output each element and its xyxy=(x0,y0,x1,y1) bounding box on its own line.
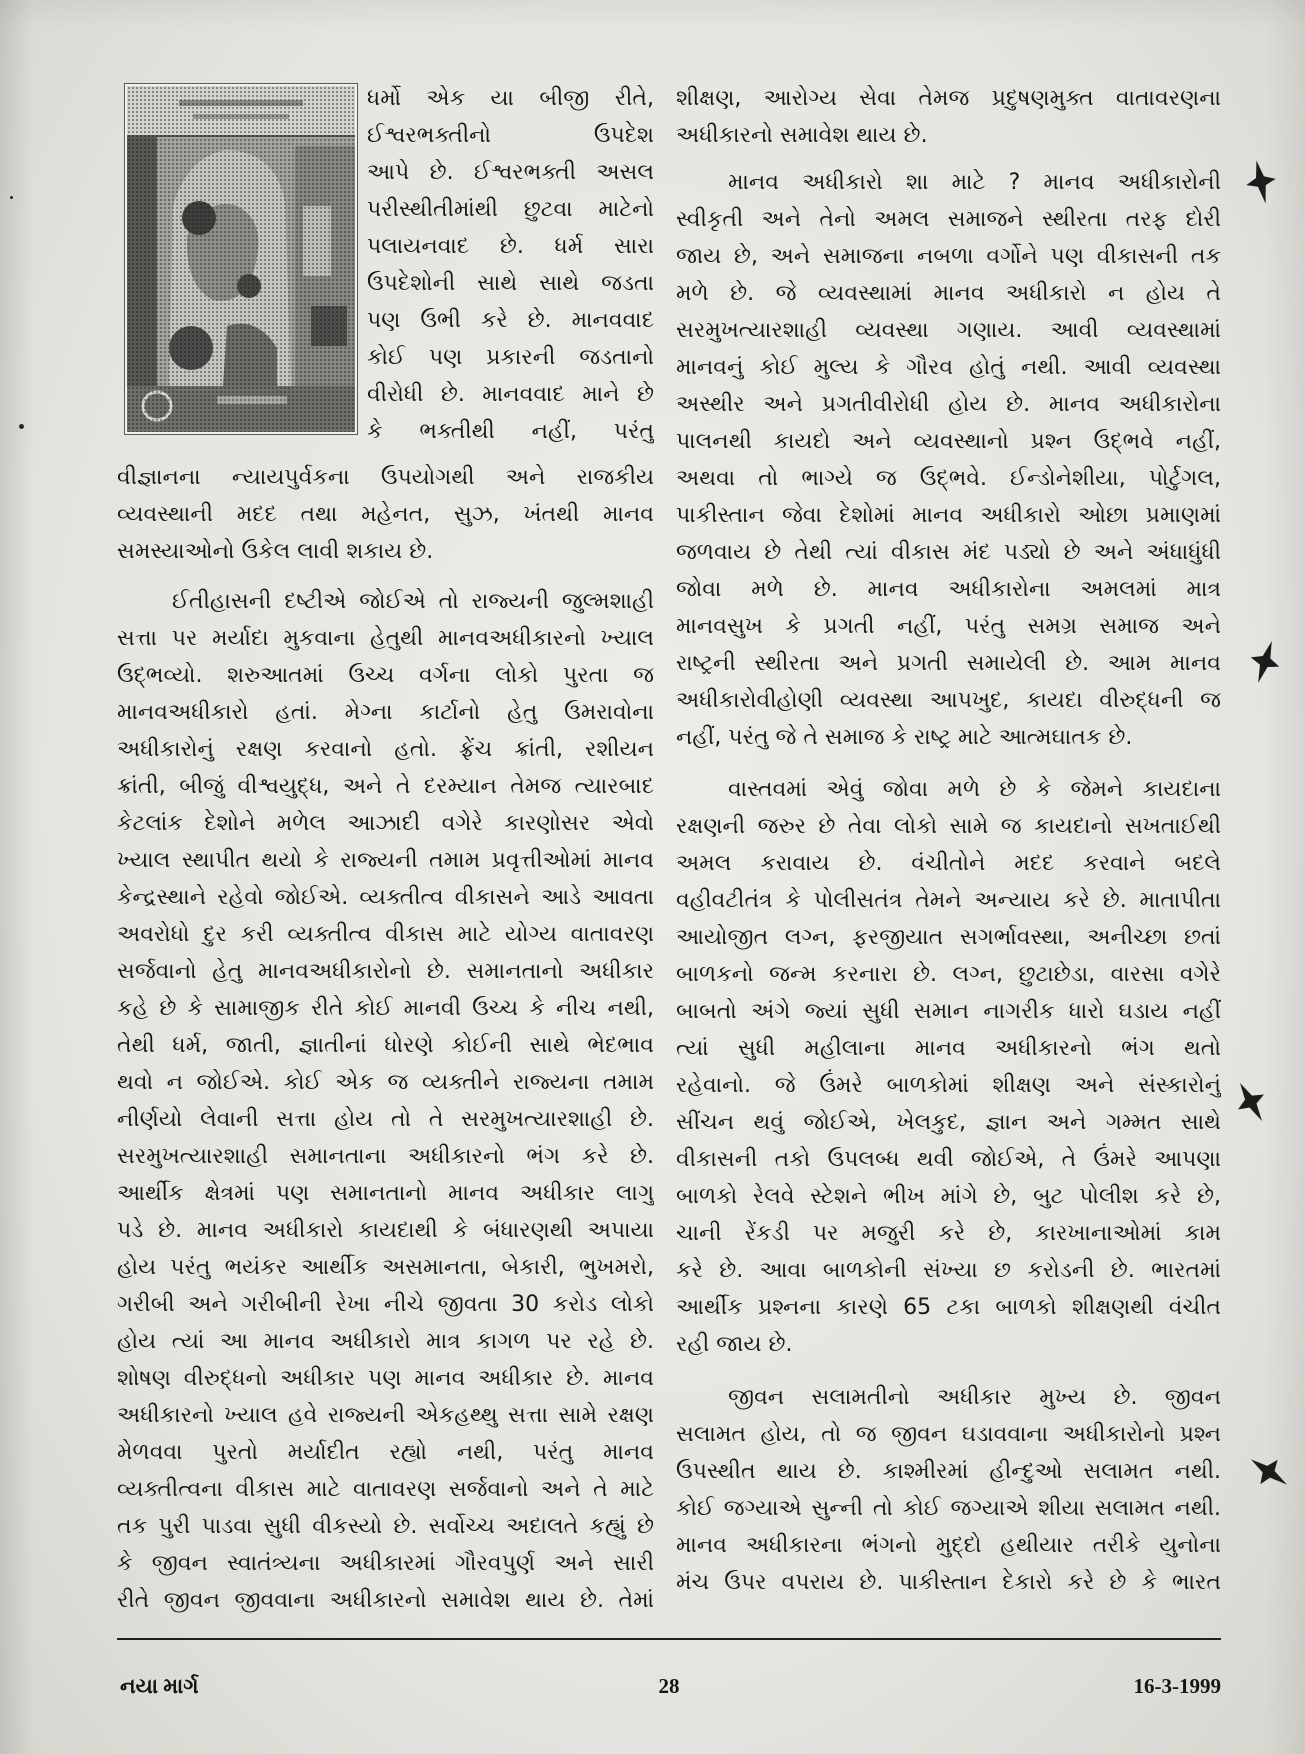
text-line: પડે છે. માનવ અધીકારો કાયદાથી કે બંધારણથી અપાયા xyxy=(117,1218,654,1243)
text-line: પરીસ્થીતીમાંથી છુટવા માટેનો xyxy=(367,197,654,222)
photo-halftone-texture xyxy=(127,86,355,432)
text-line: રક્ષણની જરુર છે તેવા લોકો સામે જ કાયદાનો સખતાઈથી xyxy=(676,814,1221,839)
text-line: આર્થીક પ્રશ્નના કારણે 65 ટકા બાળકો શીક્ષણથી વંચીત xyxy=(676,1295,1221,1320)
text-line: ચાની રેંકડી પર મજુરી કરે છે, કારખાનાઓમાં કામ xyxy=(676,1221,1221,1246)
footer-publication-name: નયા માર્ગ xyxy=(120,1674,199,1698)
text-line: આયોજીત લગ્ન, ફરજીયાત સગર્ભાવસ્થા, અનીચ્છા છતાં xyxy=(676,925,1221,950)
text-line: વ્યક્તીત્વના વીકાસ માટે વાતાવરણ સર્જવાનો અને તે માટે xyxy=(117,1477,654,1502)
text-line: મળે છે. જે વ્યવસ્થામાં માનવ અધીકારો ન હોય તે xyxy=(676,281,1221,306)
text-line: જોવા મળે છે. માનવ અધીકારોના અમલમાં માત્ર xyxy=(676,577,1221,602)
text-line: નીર્ણયો લેવાની સત્તા હોય તો તે સરમુખત્યારશાહી છે. xyxy=(117,1107,654,1132)
text-line: પાલનથી કાયદો અને વ્યવસ્થાનો પ્રશ્ન ઉદ્‌ભવે નહીં, xyxy=(676,429,1221,454)
paragraph-life-security xyxy=(676,1379,1221,1601)
text-line: ઉપદેશોની સાથે સાથે જડતા xyxy=(367,271,654,296)
text-line: કે જીવન સ્વાતંત્ર્યના અધીકારમાં ગૌરવપુર્ણ અને સારી xyxy=(117,1551,654,1576)
text-line: ધર્મો એક યા બીજી રીતે, xyxy=(367,86,654,111)
text-line: માનવસુખ કે પ્રગતી નહીં, પરંતુ સમગ્ર સમાજ અને xyxy=(676,614,1221,639)
text-line: નહીં, પરંતુ જે તે સમાજ કે રાષ્ટ્ર માટે આત્મઘાતક છે. xyxy=(676,725,1133,750)
text-line: વાસ્તવમાં એવું જોવા મળે છે કે જેમને કાયદાના xyxy=(728,777,1221,802)
text-line: જીવન સલામતીનો અધીકાર મુખ્ય છે. જીવન xyxy=(728,1385,1221,1410)
text-line: અમલ કરાવાય છે. વંચીતોને મદદ કરવાને બદલે xyxy=(676,851,1221,876)
text-line: બાબતો અંગે જ્યાં સુધી સમાન નાગરીક ધારો ઘડાય નહીં xyxy=(676,999,1221,1024)
text-line: તેથી ધર્મ, જાતી, જ્ઞાતીનાં ધોરણે કોઈની સાથે ભેદભાવ xyxy=(117,1033,654,1058)
paragraph-intro-beside-photo xyxy=(367,80,654,450)
punch-hole-mark xyxy=(1227,1075,1275,1128)
text-line: થવો ન જોઈએ. કોઈ એક જ વ્યક્તીને રાજ્યના તમામ xyxy=(117,1070,654,1095)
text-line: કે ભક્તીથી નહીં, પરંતુ xyxy=(367,419,654,444)
text-line: માનવનું કોઈ મુલ્ય કે ગૌરવ હોતું નથી. આવી વ્યવસ્થા xyxy=(676,355,1221,380)
paragraph-why-human-rights xyxy=(676,164,1221,756)
text-line: કહે છે કે સામાજીક રીતે કોઈ માનવી ઉચ્ચ કે નીચ નથી, xyxy=(117,996,654,1021)
text-line: ઉદ્‌ભવ્યો. શરુઆતમાં ઉચ્ચ વર્ગના લોકો પુરતા જ xyxy=(117,663,654,688)
text-line: રહી જાય છે. xyxy=(676,1332,793,1357)
text-line: સમસ્યાઓનો ઉકેલ લાવી શકાય છે. xyxy=(117,539,434,564)
text-line: કરે છે. આવા બાળકોની સંખ્યા છ કરોડની છે. ભારતમાં xyxy=(676,1258,1221,1283)
paragraph-intro-continued xyxy=(117,459,654,570)
text-line: માનવઅધીકારો હતાં. મેગ્ના કાર્ટાનો હેતુ ઉમરાવોના xyxy=(117,700,654,725)
text-line: ખ્યાલ સ્થાપીત થયો કે રાજ્યની તમામ પ્રવૃત્તીઓમાં માનવ xyxy=(117,848,654,873)
text-line: વીકાસની તકો ઉપલબ્ધ થવી જોઈએ, તે ઉંમરે આપણા xyxy=(676,1147,1221,1172)
text-line: આપે છે. ઈશ્વરભક્તી અસલ xyxy=(367,160,654,185)
text-line: વ્યવસ્થાની મદદ તથા મહેનત, સુઝ, ખંતથી માનવ xyxy=(117,502,654,527)
text-line: બાળકનો જન્મ કરનારા છે. લગ્ન, છુટાછેડા, વારસા વગેરે xyxy=(676,962,1221,987)
text-line: અવરોધો દુર કરી વ્યક્તીત્વ વીકાસ માટે યોગ્ય વાતાવરણ xyxy=(117,922,654,947)
text-line: રાષ્ટ્રની સ્થીરતા અને પ્રગતી સમાયેલી છે. આમ માનવ xyxy=(676,651,1221,676)
text-line: વીજ્ઞાનના ન્યાયપુર્વકના ઉપયોગથી અને રાજકીય xyxy=(117,465,654,490)
text-line: સત્તા પર મર્યાદા મુકવાના હેતુથી માનવઅધીકારનો ખ્યાલ xyxy=(117,626,654,651)
paragraph-reality xyxy=(676,771,1221,1363)
text-line: સીંચન થવું જોઈએ, ખેલકુદ, જ્ઞાન અને ગમ્મત સાથે xyxy=(676,1110,1221,1135)
text-line: કેન્દ્રસ્થાને રહેવો જોઈએ. વ્યક્તીત્વ વીકાસને આડે આવતા xyxy=(117,885,654,910)
text-line: ઉપસ્થીત થાય છે. કાશ્મીરમાં હીન્દુઓ સલામત નથી. xyxy=(676,1459,1221,1484)
footer-rule xyxy=(117,1638,1221,1640)
scan-speck xyxy=(19,424,24,429)
text-line: જાય છે, અને સમાજના નબળા વર્ગોને પણ વીકાસની તક xyxy=(676,244,1221,269)
text-line: ક્રાંતી, બીજું વીશ્વયુદ્ધ, અને તે દરમ્યાન તેમજ ત્યારબાદ xyxy=(117,774,654,799)
text-line: મંચ ઉપર વપરાય છે. પાકીસ્તાન દેકારો કરે છે કે ભારત xyxy=(676,1570,1221,1595)
article-photo xyxy=(125,84,357,434)
text-line: વહીવટીતંત્ર કે પોલીસતંત્ર તેમને અન્યાય કરે છે. માતાપીતા xyxy=(676,888,1221,913)
text-line: પાકીસ્તાન જેવા દેશોમાં માનવ અધીકારો ઓછા પ્રમાણમાં xyxy=(676,503,1221,528)
text-line: અધીકારોનું રક્ષણ કરવાનો હતો. ફ્રેંચ ક્રાંતી, રશીયન xyxy=(117,737,654,762)
text-line: અથવા તો ભાગ્યે જ ઉદ્‌ભવે. ઈન્ડોનેશીયા, પોર્ટુગલ, xyxy=(676,466,1221,491)
text-line: સલામત હોય, તો જ જીવન ઘડાવવાના અધીકારોનો પ્રશ્ન xyxy=(676,1422,1221,1447)
text-line: ત્યાં સુધી મહીલાના માનવ અધીકારનો ભંગ થતો xyxy=(676,1036,1221,1061)
text-line: ઈશ્વરભક્તીનો ઉપદેશ xyxy=(367,123,654,148)
punch-hole-mark xyxy=(1242,1447,1295,1497)
text-line: ઈતીહાસની દષ્ટીએ જોઈએ તો રાજ્યની જુલ્મશાહી xyxy=(172,589,654,614)
text-line: અસ્થીર અને પ્રગતીવીરોધી હોય છે. માનવ અધીકારોના xyxy=(676,392,1221,417)
punch-hole-mark xyxy=(1244,636,1286,687)
text-line: માનવ અધીકારો શા માટે ? માનવ અધીકારોની xyxy=(728,170,1221,195)
text-line: હોય ત્યાં આ માનવ અધીકારો માત્ર કાગળ પર રહે છે. xyxy=(117,1329,654,1354)
text-line: હોય પરંતુ ભયંકર આર્થીક અસમાનતા, બેકારી, ભુખમરો, xyxy=(117,1255,654,1280)
text-line: બાળકો રેલવે સ્ટેશને ભીખ માંગે છે, બુટ પોલીશ કરે છે, xyxy=(676,1184,1221,1209)
text-line: કેટલાંક દેશોને મળેલ આઝાદી વગેરે કારણોસર એવો xyxy=(117,811,654,836)
text-line: માનવ અધીકારના ભંગનો મુદ્દો હથીયાર તરીકે યુનોના xyxy=(676,1533,1221,1558)
text-line: મેળવવા પુરતો મર્યાદીત રહ્યો નથી, પરંતુ માનવ xyxy=(117,1440,654,1465)
text-line: રીતે જીવન જીવવાના અધીકારનો સમાવેશ થાય છે. તેમાં xyxy=(117,1588,654,1613)
text-line: આર્થીક ક્ષેત્રમાં પણ સમાનતાનો માનવ અધીકાર લાગુ xyxy=(117,1181,654,1206)
text-line: શીક્ષણ, આરોગ્ય સેવા તેમજ પ્રદુષણમુક્ત વાતાવરણના xyxy=(676,86,1221,111)
text-line: પલાયનવાદ છે. ધર્મ સારા xyxy=(367,234,654,259)
punch-hole-mark xyxy=(1242,157,1280,206)
text-line: અધીકારનો ખ્યાલ હવે રાજ્યની એકહથ્થુ સત્તા સામે રક્ષણ xyxy=(117,1403,654,1428)
text-line: અધીકારોવીહોણી વ્યવસ્થા આપખુદ, કાયદા વીરુદ્ધની જ xyxy=(676,688,1221,713)
text-line: શોષણ વીરુદ્ધનો અધીકાર પણ માનવ અધીકાર છે. માનવ xyxy=(117,1366,654,1391)
text-line: ગરીબી અને ગરીબીની રેખા નીચે જીવતા 30 કરોડ લોકો xyxy=(117,1292,654,1317)
text-line: જળવાય છે તેથી ત્યાં વીકાસ મંદ પડ્યો છે અને અંધાધુંધી xyxy=(676,540,1221,565)
text-line: સર્જવાનો હેતુ માનવઅધીકારોનો છે. સમાનતાનો અધીકાર xyxy=(117,959,654,984)
text-line: વીરોધી છે. માનવવાદ માને છે xyxy=(367,382,654,407)
text-line: સ્વીકૃતી અને તેનો અમલ સમાજને સ્થીરતા તરફ દોરી xyxy=(676,207,1221,232)
text-line: પણ ઉભી કરે છે. માનવવાદ xyxy=(367,308,654,333)
text-line: સરમુખત્યારશાહી વ્યવસ્થા ગણાય. આવી વ્યવસ્થામાં xyxy=(676,318,1221,343)
text-line: કોઈ જગ્યાએ સુન્ની તો કોઈ જગ્યાએ શીયા સલામત નથી. xyxy=(676,1496,1221,1521)
text-line: રહેવાનો. જે ઉંમરે બાળકોમાં શીક્ષણ અને સંસ્કારોનું xyxy=(676,1073,1221,1098)
text-line: અધીકારનો સમાવેશ થાય છે. xyxy=(676,123,928,148)
paragraph-history xyxy=(117,583,654,1619)
scan-speck xyxy=(10,196,13,199)
footer-issue-date: 16-3-1999 xyxy=(1133,1674,1221,1698)
paragraph-continued-from-left xyxy=(676,80,1221,154)
text-line: તક પુરી પાડવા સુધી વીકસ્યો છે. સર્વોચ્ચ અદાલતે કહ્યું છે xyxy=(117,1514,654,1539)
text-line: કોઈ પણ પ્રકારની જડતાનો xyxy=(367,345,654,370)
footer-page-number: 28 xyxy=(658,1674,680,1698)
text-line: સરમુખત્યારશાહી સમાનતાના અધીકારનો ભંગ કરે છે. xyxy=(117,1144,654,1169)
